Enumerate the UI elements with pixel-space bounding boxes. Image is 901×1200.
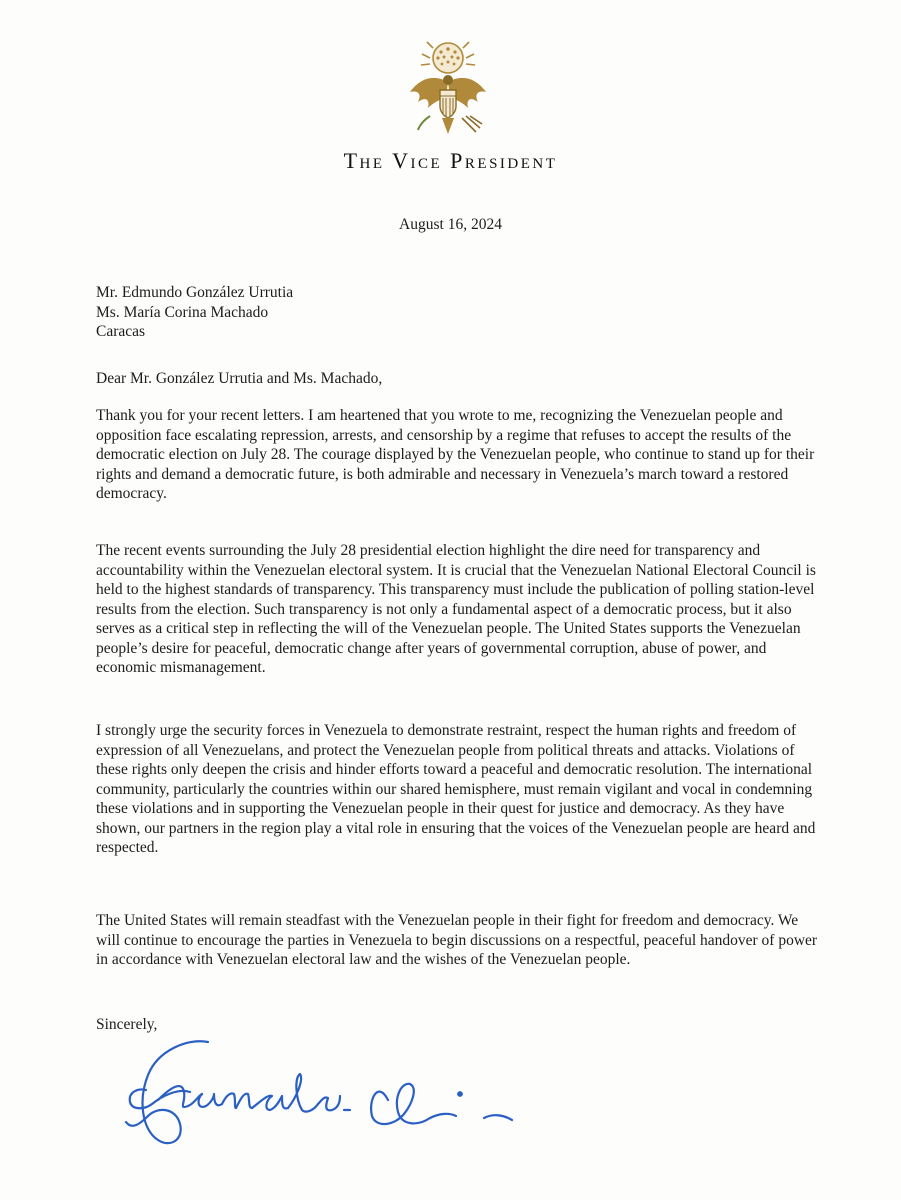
salutation: Dear Mr. González Urrutia and Ms. Machado, [96,370,383,387]
body-paragraph: The recent events surrounding the July 28 presidential election highlight the dire need for transparency and accountability within the Venezuelan electoral system. It is crucial that the Venezuelan National Electoral Council is held to the highest standards of transparency. This transparency must include the publication of polling station-level results from the election. Such transparency is not only a fundamental aspect of a democratic process, but it also serves as a critical step in reflecting the will of the Venezuelan people. The United States supports the Venezuelan people’s desire for peaceful, democratic change after years of governmental corruption, abuse of power, and economic mismanagement. [96,542,816,676]
closing: Sincerely, [96,1016,158,1033]
vice-president-seal-icon [400,38,496,138]
signature-icon [118,1030,538,1160]
body-paragraph: I strongly urge the security forces in Venezuela to demonstrate restraint, respect the human rights and freedom of expression of all Venezuelans, and protect the Venezuelan people from political threats and attacks. Violations of these rights only deepen the crisis and hinder efforts toward a peaceful and democratic resolution. The international community, particularly the countries within our shared hemisphere, must remain vigilant and vocal in condemning these violations and in supporting the Venezuelan people in their quest for justice and democracy. As they have shown, our partners in the region play a vital role in ensuring that the voices of the Venezuelan people are heard and respected. [96,722,816,856]
letter-date: August 16, 2024 [399,216,502,233]
recipient-city: Caracas [96,323,146,340]
body-paragraph: The United States will remain steadfast with the Venezuelan people in their fight for freedom and democracy. We will continue to encourage the parties in Venezuela to begin discussions on a respectful, peaceful handover of power in accordance with Venezuelan electoral law and the wishes of the Venezuelan people. [96,912,818,968]
recipient-line: Mr. Edmundo González Urrutia [96,284,294,301]
recipient-address [96,283,826,342]
body-paragraph: Thank you for your recent letters. I am heartened that you wrote to me, recognizing the Venezuelan people and opposition face escalating repression, arrests, and censorship by a regime that refuses to accept the results of the democratic election on July 28. The courage displayed by the Venezuelan people, who continue to stand up for their rights and demand a democratic future, is both admirable and necessary in Venezuela’s march toward a restored democracy. [96,407,815,502]
letterhead-title: The Vice President [343,148,558,173]
recipient-line: Ms. María Corina Machado [96,303,269,321]
